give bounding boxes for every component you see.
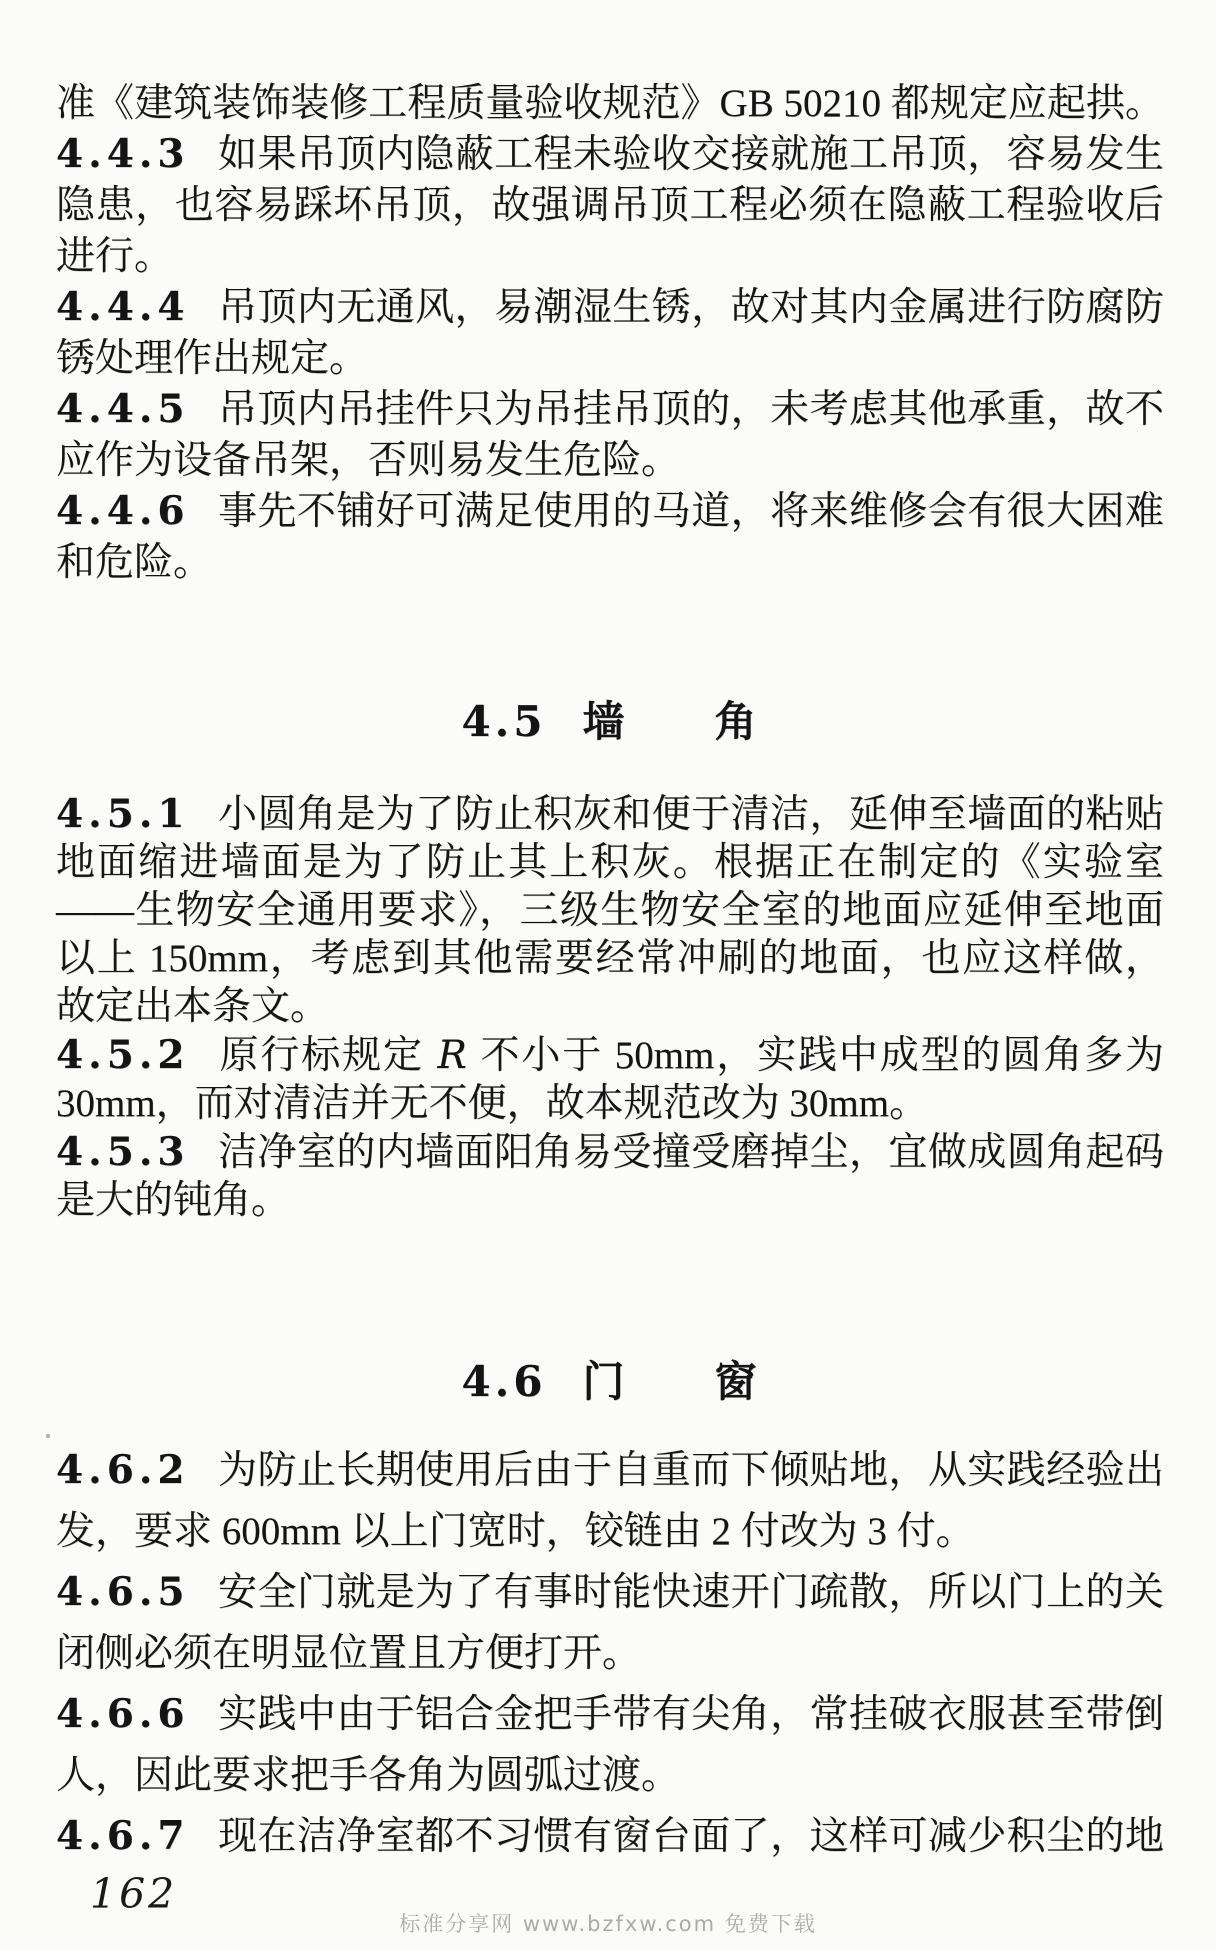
section-heading-4-5 bbox=[56, 698, 1164, 747]
clause-number: 4.5.1 bbox=[56, 791, 190, 837]
heading-number: 4.5 bbox=[461, 697, 547, 746]
line-text: 闭侧必须在明显位置且方便打开。 bbox=[56, 1632, 642, 1675]
clause-4.6.6-line bbox=[56, 1684, 1164, 1745]
line-text: 隐患，也容易踩坏吊顶，故强调吊顶工程必须在隐蔽工程验收后 bbox=[56, 184, 1164, 227]
line-text: 为防止长期使用后由于自重而下倾贴地，从实践经验出 bbox=[217, 1449, 1164, 1492]
scan-speck bbox=[46, 1434, 50, 1438]
line-text: 是大的钝角。 bbox=[56, 1179, 291, 1222]
text-line bbox=[56, 983, 1164, 1031]
watermark: 标准分享网 www.bzfxw.com 免费下载 bbox=[399, 1912, 817, 1936]
clause-4.5.1-line bbox=[56, 790, 1164, 839]
clause-number: 4.6.2 bbox=[56, 1447, 190, 1493]
line-text: 现在洁净室都不习惯有窗台面了，这样可减少积尘的地 bbox=[217, 1815, 1164, 1858]
clause-number: 4.6.7 bbox=[56, 1813, 190, 1859]
text-line bbox=[56, 78, 1164, 129]
line-text: 不小于 50mm，实践中成型的圆角多为 bbox=[468, 1034, 1164, 1077]
line-text: 锈处理作出规定。 bbox=[56, 337, 369, 380]
text-line bbox=[56, 180, 1164, 231]
heading-number: 4.6 bbox=[461, 1357, 547, 1406]
clause-number: 4.6.6 bbox=[56, 1691, 190, 1737]
text-line bbox=[56, 1501, 1164, 1562]
variable-R: R bbox=[437, 1033, 467, 1078]
clause-number: 4.4.3 bbox=[56, 131, 190, 177]
clause-4.4.4-line bbox=[56, 282, 1164, 333]
clause-number: 4.4.5 bbox=[56, 386, 190, 432]
text-line bbox=[56, 231, 1164, 282]
line-text: 洁净室的内墙面阳角易受撞受磨掉尘，宜做成圆角起码 bbox=[217, 1131, 1164, 1174]
clause-number: 4.4.6 bbox=[56, 488, 190, 534]
text-line bbox=[56, 935, 1164, 983]
clause-number: 4.5.3 bbox=[56, 1129, 190, 1175]
clause-4.4.5-line bbox=[56, 384, 1164, 435]
clause-4.4.6-line bbox=[56, 486, 1164, 537]
section-4-5-paragraphs bbox=[56, 790, 1164, 1225]
text-line bbox=[56, 435, 1164, 486]
text-line bbox=[56, 333, 1164, 384]
line-text: 人，因此要求把手各角为圆弧过渡。 bbox=[56, 1754, 681, 1797]
clause-number: 4.6.5 bbox=[56, 1569, 190, 1615]
clause-number: 4.4.4 bbox=[56, 284, 190, 330]
line-text: 原行标规定 bbox=[217, 1034, 436, 1077]
line-text: 实践中由于铝合金把手带有尖角，常挂破衣服甚至带倒 bbox=[217, 1693, 1164, 1736]
text-line bbox=[56, 1623, 1164, 1684]
page-number: 162 bbox=[90, 1870, 178, 1918]
scan-speck bbox=[410, 300, 413, 303]
text-line bbox=[56, 537, 1164, 588]
clause-4.6.5-line bbox=[56, 1562, 1164, 1623]
line-text: 故定出本条文。 bbox=[56, 985, 330, 1028]
text-line bbox=[56, 887, 1164, 935]
line-text: 进行。 bbox=[56, 235, 174, 278]
line-text: 30mm，而对清洁并无不便，故本规范改为 30mm。 bbox=[56, 1082, 929, 1125]
clause-4.4.3-line bbox=[56, 129, 1164, 180]
text-line bbox=[56, 1080, 1164, 1128]
line-text: 以上 150mm，考虑到其他需要经常冲刷的地面，也应这样做， bbox=[56, 937, 1164, 980]
section-4-4-paragraphs bbox=[56, 78, 1164, 588]
clause-4.6.2-line bbox=[56, 1440, 1164, 1501]
clause-4.6.7-line bbox=[56, 1806, 1164, 1867]
line-text: 发，要求 600mm 以上门宽时，铰链由 2 付改为 3 付。 bbox=[56, 1510, 975, 1553]
line-text: 吊顶内吊挂件只为吊挂吊顶的，未考虑其他承重，故不 bbox=[217, 388, 1164, 431]
line-text: 小圆角是为了防止积灰和便于清洁，延伸至墙面的粘贴 bbox=[217, 793, 1164, 836]
section-heading-4-6 bbox=[56, 1358, 1164, 1407]
section-4-6-paragraphs bbox=[56, 1440, 1164, 1867]
line-text: 准《建筑装饰装修工程质量验收规范》GB 50210 都规定应起拱。 bbox=[56, 82, 1164, 125]
heading-title: 墙 角 bbox=[582, 700, 759, 746]
clause-number: 4.5.2 bbox=[56, 1032, 190, 1078]
line-text: 应作为设备吊架，否则易发生危险。 bbox=[56, 439, 681, 482]
line-text: 吊顶内无通风，易潮湿生锈，故对其内金属进行防腐防 bbox=[217, 286, 1164, 329]
line-text: 和危险。 bbox=[56, 541, 213, 584]
clause-4.5.2-line bbox=[56, 1031, 1164, 1080]
clause-4.5.3-line bbox=[56, 1128, 1164, 1177]
heading-title: 门 窗 bbox=[582, 1360, 759, 1406]
line-text: 如果吊顶内隐蔽工程未验收交接就施工吊顶，容易发生 bbox=[217, 133, 1164, 176]
line-text: 安全门就是为了有事时能快速开门疏散，所以门上的关 bbox=[217, 1571, 1164, 1614]
line-text: 事先不铺好可满足使用的马道，将来维修会有很大困难 bbox=[217, 490, 1164, 533]
text-line bbox=[56, 1745, 1164, 1806]
text-line bbox=[56, 1177, 1164, 1225]
text-line bbox=[56, 839, 1164, 887]
line-text: 地面缩进墙面是为了防止其上积灰。根据正在制定的《实验室 bbox=[56, 841, 1164, 884]
line-text: ——生物安全通用要求》，三级生物安全室的地面应延伸至地面 bbox=[56, 889, 1164, 932]
